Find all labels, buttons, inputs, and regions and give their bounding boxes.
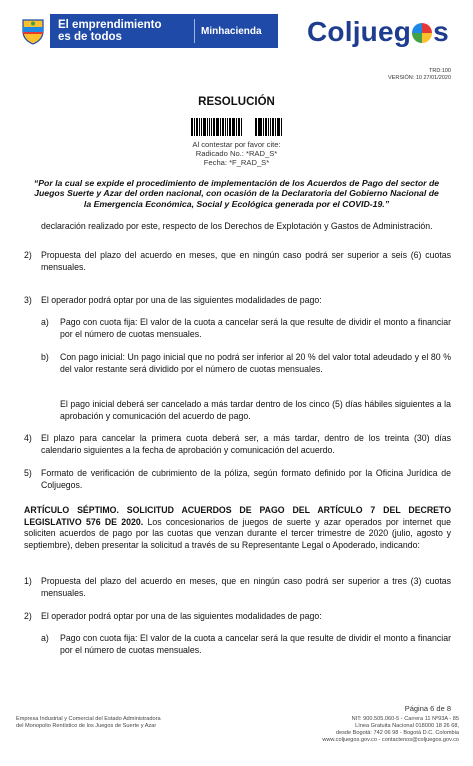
brand-text-2: eg [378,16,412,47]
gov-slogan-line2: es de todos [58,31,122,43]
list-item: El operador podrá optar por una de las siguientes modalidades de pago: [41,611,322,621]
list-number: 2) [24,611,32,621]
sublist-item: Pago con cuota fija: El valor de la cuota a cancelar será la que resulte de dividir el monto a financiar por el número de cuotas mensuales. [60,317,451,339]
brand-text-1: Colju [307,16,378,47]
sublist-letter: b) [41,352,49,362]
footer-entity-line2: del Monopolio Rentístico de los Juegos de Suerte y Azar [16,723,157,729]
sublist-letter: a) [41,317,49,327]
cite-instruction: Al contestar por favor cite: [192,140,281,149]
roulette-o-icon [412,23,432,43]
list-number: 1) [24,576,32,586]
sublist-item: Pago con cuota fija: El valor de la cuota a cancelar será la que resulte de dividir el monto a financiar por el número de cuotas mensuales. [60,633,451,655]
brand-text-3: s [433,16,449,47]
continued-paragraph: declaración realizado por este, respecto de los Derechos de Explotación y Gastos de Administración. [41,221,433,231]
list-item: Formato de verificación de cubrimiento de la póliza, según formato definido por la Oficina Jurídica de Coljuegos. [41,468,451,490]
radicado-date: Fecha: *F_RAD_S* [203,158,270,167]
list-item: El operador podrá optar por una de las siguientes modalidades de pago: [41,295,322,305]
list-item: Propuesta del plazo del acuerdo en meses, que en ningún caso podrá ser superior a tres (3) cuotas mensuales. [41,576,451,598]
colombia-shield-icon [16,14,50,48]
footer-contact-line2: Línea Gratuita Nacional 018000 18 26 68, [355,723,459,729]
coljuegos-logo [307,14,457,50]
sublist-letter: a) [41,633,49,643]
footer-contact-line1: NIT: 900.505.060-5 - Carrera 11 Nº93A - 85 [351,716,459,722]
page-number: Página 6 de 8 [404,704,451,713]
version-code: VERSIÓN: 10 27/01/2020 [388,75,451,81]
footer-entity-line1: Empresa Industrial y Comercial del Estado Administradora [16,716,161,722]
article-seventh [24,505,451,551]
list-item: Propuesta del plazo del acuerdo en meses, que en ningún caso podrá ser superior a seis (6) cuotas mensuales. [41,250,451,272]
radicado-number: Radicado No.: *RAD_S* [195,149,278,158]
document-version [388,68,451,82]
list-number: 4) [24,433,32,443]
footer-contact [322,716,459,744]
list-number: 5) [24,468,32,478]
list-number: 2) [24,250,32,260]
government-banner [16,14,278,48]
sublist-item: Con pago inicial: Un pago inicial que no podrá ser inferior al 20 % del valor total adeudado y el 80 % del valor restante será dividido por el número de cuotas mensuales. [60,352,451,374]
article-heading: ARTÍCULO SÉPTIMO. SOLICITUD ACUERDOS DE PAGO DEL ARTÍCULO 7 DEL DECRETO LEGISLATIVO 576 DE 2020. [24,505,451,527]
footer-entity [16,716,161,730]
list-number: 3) [24,295,32,305]
trd-code: TRD:100 [428,68,451,74]
footer-contact-line4: www.coljuegos.gov.co - contactenos@coljuegos.gov.co [322,737,459,743]
barcode-icon [191,118,283,136]
ministry-label: Minhacienda [201,25,262,37]
gov-slogan [50,19,188,43]
document-title: RESOLUCIÓN [198,96,275,108]
banner-divider [194,19,195,43]
resolution-subject: “Por la cual se expide el procedimiento de implementación de los Acuerdos de Pago del sector de Juegos Suerte y Azar del orden nacional, con ocasión de la Declaratoria del Gobierno Nacional de la Emergencia Económica, Social y Ecológica generada por el COVID-19.” [33,178,440,209]
gov-slogan-line1: El emprendimiento [58,19,162,31]
list-item: El plazo para cancelar la primera cuota deberá ser, a más tardar, dentro de los treinta (30) días calendario siguientes a la fecha de aprobación y comunicación del acuerdo. [41,433,451,455]
sublist-note: El pago inicial deberá ser cancelado a más tardar dentro de los cinco (5) días hábiles siguientes a la aprobación y comunicación del acuerdo de pago. [60,399,451,421]
article-text: Los concesionarios de juegos de suerte y azar operados por internet que soliciten acuerdos de pago por las cuotas que venzan durante el tercer trimestre de 2020 (julio, agosto y septiembre), deben presentar la solicitud a través de su Representante Legal o Apoderado, indicando: [24,516,451,550]
footer-contact-line3: desde Bogotá: 742 06 98 - Bogotá D.C. Colombia [335,730,459,736]
